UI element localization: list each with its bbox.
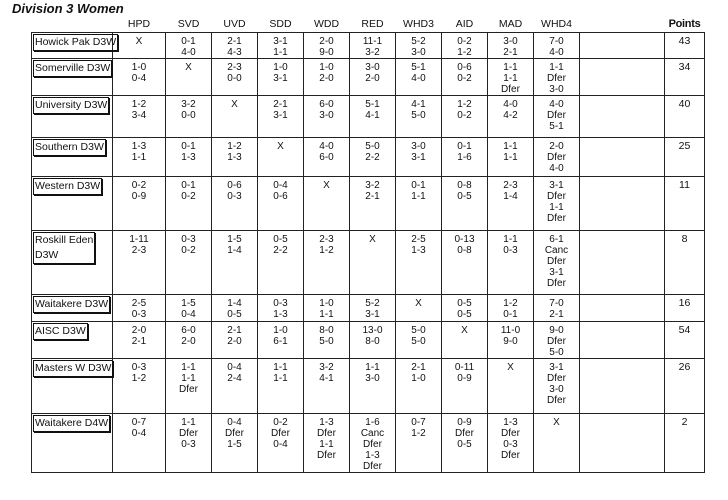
score-cell: 1-0 2-0	[304, 59, 350, 96]
blank-cell	[580, 59, 665, 96]
team-cell	[32, 359, 113, 414]
score-cell: 0-6 0-2	[442, 59, 488, 96]
table-row	[32, 138, 705, 177]
team-cell	[32, 322, 113, 359]
score-cell: 1-1 1-1 Dfer	[166, 359, 212, 414]
table-row	[32, 33, 705, 59]
team-cell	[32, 33, 117, 59]
score-cell: X	[350, 231, 396, 295]
score-cell: 0-1 1-6	[442, 138, 488, 177]
team-cell	[32, 177, 113, 231]
score-cell: 2-5 0-3	[113, 295, 166, 322]
score-cell: 1-5 0-4	[166, 295, 212, 322]
score-cell: 1-2 3-4	[113, 96, 166, 138]
score-cell: 0-13 0-8	[442, 231, 488, 295]
score-cell: X	[212, 96, 258, 138]
blank-cell	[580, 414, 665, 473]
score-cell: 1-3 1-1	[113, 138, 166, 177]
score-cell: X	[113, 33, 166, 59]
score-cell: 7-0 2-1	[534, 295, 580, 322]
score-cell: 2-3 1-4	[488, 177, 534, 231]
column-header: SVD	[177, 17, 200, 30]
score-cell: X	[258, 138, 304, 177]
score-cell: 2-1 3-1	[258, 96, 304, 138]
column-header: HPD	[127, 17, 151, 30]
blank-cell	[580, 231, 665, 295]
score-cell: 1-0 0-4	[113, 59, 166, 96]
score-cell: 0-8 0-5	[442, 177, 488, 231]
blank-cell	[580, 177, 665, 231]
team-name: Howick Pak D3W	[33, 34, 118, 51]
score-cell: 1-1 1-1 Dfer	[488, 59, 534, 96]
table-row	[32, 359, 705, 414]
score-cell: X	[166, 59, 212, 96]
score-cell: 1-1 0-3	[488, 231, 534, 295]
table-row	[32, 295, 705, 322]
table-row	[32, 59, 705, 96]
score-cell: 1-2 0-2	[442, 96, 488, 138]
team-cell	[32, 414, 113, 473]
points-cell: 40	[665, 96, 705, 138]
column-header: RED	[361, 17, 384, 30]
team-name: Waitakere D3W	[33, 296, 110, 313]
team-name: AISC D3W	[33, 323, 88, 340]
score-cell: 0-2 0-9	[113, 177, 166, 231]
score-cell: 0-11 0-9	[442, 359, 488, 414]
score-cell: X	[304, 177, 350, 231]
team-name: Waitakere D4W	[33, 415, 110, 432]
score-cell: 2-0 Dfer 4-0	[534, 138, 580, 177]
score-cell: 9-0 Dfer 5-0	[534, 322, 580, 359]
score-cell: 3-1 Dfer 3-0 Dfer	[534, 359, 580, 414]
team-cell	[32, 138, 113, 177]
team-cell	[32, 231, 113, 295]
score-cell: 2-3 1-2	[304, 231, 350, 295]
points-cell: 16	[665, 295, 705, 322]
score-cell: 8-0 5-0	[304, 322, 350, 359]
score-cell: 5-1 4-1	[350, 96, 396, 138]
score-cell: 1-0 6-1	[258, 322, 304, 359]
corner-cell	[32, 16, 113, 33]
column-header: SDD	[269, 17, 292, 30]
score-cell: 4-0 6-0	[304, 138, 350, 177]
blank-cell	[580, 322, 665, 359]
score-cell: 4-1 5-0	[396, 96, 442, 138]
score-cell: 1-3 Dfer 0-3 Dfer	[488, 414, 534, 473]
score-cell: 0-1 1-3	[166, 138, 212, 177]
score-cell: 0-7 1-2	[396, 414, 442, 473]
score-cell: 6-0 3-0	[304, 96, 350, 138]
score-cell: 0-1 4-0	[166, 33, 212, 59]
team-name: Southern D3W	[33, 139, 106, 156]
score-cell: 0-2 1-2	[442, 33, 488, 59]
score-cell: 3-2 4-1	[304, 359, 350, 414]
score-cell: 0-4 2-4	[212, 359, 258, 414]
score-cell: 3-0 2-0	[350, 59, 396, 96]
score-cell: 2-1 1-0	[396, 359, 442, 414]
column-header: WDD	[313, 17, 340, 30]
score-cell: 11-0 9-0	[488, 322, 534, 359]
score-cell: 0-3 0-2	[166, 231, 212, 295]
score-cell: 1-6 Canc Dfer 1-3 Dfer	[350, 414, 396, 473]
score-cell: 5-2 3-1	[350, 295, 396, 322]
table-row	[32, 96, 705, 138]
points-cell: 2	[665, 414, 705, 473]
column-header: WHD3	[403, 17, 434, 30]
score-cell: 0-7 0-4	[113, 414, 166, 473]
score-cell: 0-4 0-6	[258, 177, 304, 231]
points-cell: 25	[665, 138, 705, 177]
score-cell: 3-0 2-1	[488, 33, 534, 59]
score-cell: 3-0 3-1	[396, 138, 442, 177]
column-header: WHD4	[541, 17, 572, 30]
points-cell: 8	[665, 231, 705, 295]
score-cell: 3-2 0-0	[166, 96, 212, 138]
score-cell: 1-1 1-1	[488, 138, 534, 177]
score-cell: 6-1 Canc Dfer 3-1 Dfer	[534, 231, 580, 295]
score-cell: 0-3 1-2	[113, 359, 166, 414]
score-cell: 1-1 Dfer 3-0	[534, 59, 580, 96]
team-cell	[32, 59, 113, 96]
team-name: Masters W D3W	[33, 360, 113, 377]
score-cell: 4-0 4-2	[488, 96, 534, 138]
score-cell: 3-2 2-1	[350, 177, 396, 231]
score-cell: 11-1 3-2	[350, 33, 396, 59]
score-cell: 1-5 1-4	[212, 231, 258, 295]
score-cell: 0-2 Dfer 0-4	[258, 414, 304, 473]
team-cell	[32, 295, 113, 322]
score-cell: 1-2 0-1	[488, 295, 534, 322]
table-row	[32, 177, 705, 231]
score-cell: 0-9 Dfer 0-5	[442, 414, 488, 473]
score-cell: 0-3 1-3	[258, 295, 304, 322]
score-cell: 1-1 1-1	[258, 359, 304, 414]
blank-cell	[580, 96, 665, 138]
score-cell: 1-0 1-1	[304, 295, 350, 322]
score-cell: 5-1 4-0	[396, 59, 442, 96]
team-name: Roskill Eden D3W	[33, 232, 95, 264]
score-cell: 13-0 8-0	[350, 322, 396, 359]
score-cell: 1-0 3-1	[258, 59, 304, 96]
score-cell: 1-1 3-0	[350, 359, 396, 414]
score-cell: 2-5 1-3	[396, 231, 442, 295]
column-header	[580, 16, 665, 33]
score-cell: X	[488, 359, 534, 414]
score-cell: 3-1 Dfer 1-1 Dfer	[534, 177, 580, 231]
blank-cell	[580, 359, 665, 414]
score-cell: 3-1 1-1	[258, 33, 304, 59]
table-body	[32, 33, 705, 473]
score-cell: 2-0 2-1	[113, 322, 166, 359]
score-cell: X	[396, 295, 442, 322]
score-cell: 1-4 0-5	[212, 295, 258, 322]
score-cell: 5-0 5-0	[396, 322, 442, 359]
score-cell: 0-4 Dfer 1-5	[212, 414, 258, 473]
points-header: Points	[668, 17, 701, 30]
score-cell: 1-1 Dfer 0-3	[166, 414, 212, 473]
score-cell: X	[442, 322, 488, 359]
team-cell	[32, 96, 113, 138]
score-cell: 0-5 0-5	[442, 295, 488, 322]
column-header: MAD	[498, 17, 523, 30]
score-cell: 0-6 0-3	[212, 177, 258, 231]
header-row	[32, 16, 705, 33]
points-cell: 11	[665, 177, 705, 231]
points-cell: 26	[665, 359, 705, 414]
page-title: Division 3 Women	[12, 1, 124, 16]
score-cell: 5-2 3-0	[396, 33, 442, 59]
score-cell: 2-1 4-3	[212, 33, 258, 59]
points-cell: 43	[665, 33, 705, 59]
score-cell: 0-5 2-2	[258, 231, 304, 295]
score-cell: 5-0 2-2	[350, 138, 396, 177]
score-cell: 0-1 0-2	[166, 177, 212, 231]
blank-cell	[580, 295, 665, 322]
table-row	[32, 231, 705, 295]
score-cell: 1-3 Dfer 1-1 Dfer	[304, 414, 350, 473]
team-name: University D3W	[33, 97, 109, 114]
team-name: Western D3W	[33, 178, 102, 195]
column-header: AID	[455, 17, 474, 30]
results-table	[31, 16, 705, 473]
column-header: UVD	[223, 17, 246, 30]
blank-cell	[580, 138, 665, 177]
blank-cell	[580, 33, 665, 59]
score-cell: 1-2 1-3	[212, 138, 258, 177]
table-row	[32, 414, 705, 473]
score-cell: 1-11 2-3	[113, 231, 166, 295]
score-cell: 7-0 4-0	[534, 33, 580, 59]
score-cell: 2-3 0-0	[212, 59, 258, 96]
score-cell: 4-0 Dfer 5-1	[534, 96, 580, 138]
score-cell: X	[534, 414, 580, 473]
score-cell: 0-1 1-1	[396, 177, 442, 231]
score-cell: 6-0 2-0	[166, 322, 212, 359]
score-cell: 2-0 9-0	[304, 33, 350, 59]
points-cell: 34	[665, 59, 705, 96]
team-name: Somerville D3W	[33, 60, 112, 77]
points-cell: 54	[665, 322, 705, 359]
table-row	[32, 322, 705, 359]
score-cell: 2-1 2-0	[212, 322, 258, 359]
